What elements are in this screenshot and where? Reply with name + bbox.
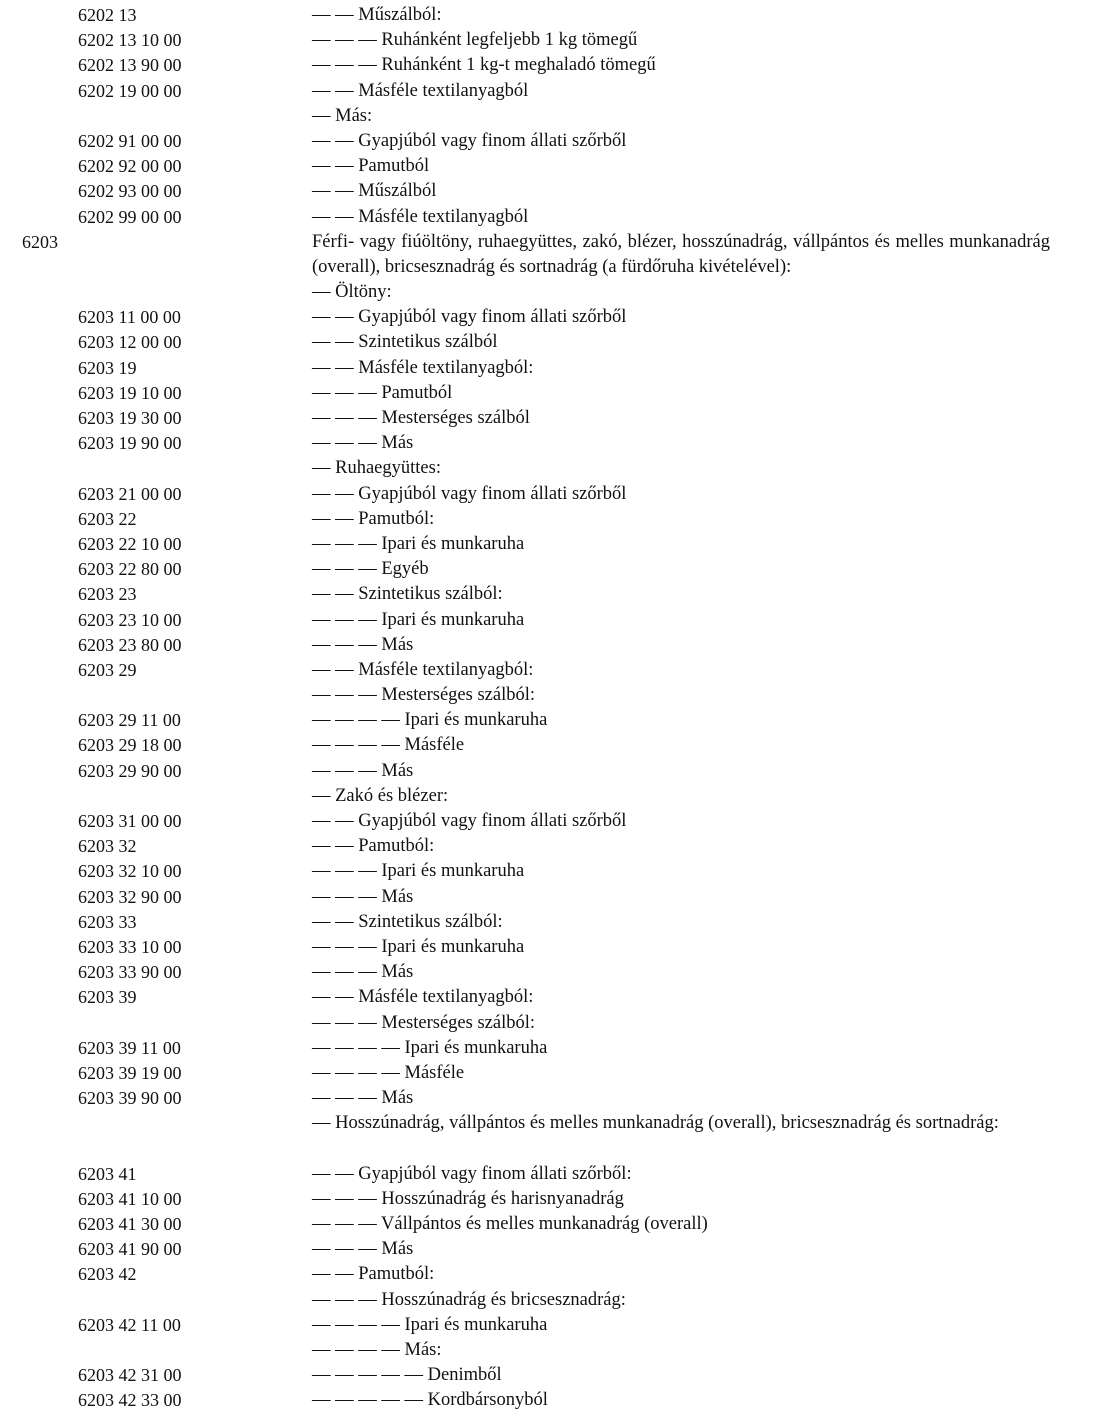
table-row [0,1011,1100,1036]
table-row [0,129,1100,154]
table-row [0,1111,1100,1161]
tariff-description: — — Pamutból: [312,1264,435,1285]
tariff-description: — — Gyapjúból vagy finom állati szőrből [312,307,627,328]
table-row [0,406,1100,431]
tariff-code: 6203 41 [78,1163,137,1184]
table-row [0,330,1100,355]
tariff-code: 6203 42 11 00 [78,1314,181,1335]
table-row [0,1338,1100,1363]
tariff-description: — — — Más [312,1088,414,1109]
tariff-description: — — — Pamutból [312,382,453,403]
tariff-description: — — Másféle textilanyagból: [312,987,534,1008]
tariff-code: 6203 [22,231,58,252]
tariff-code: 6202 13 [78,5,137,25]
tariff-code: 6203 29 [78,659,137,680]
tariff-code: 6202 99 00 00 [78,206,182,227]
tariff-code: 6203 42 [78,1264,137,1285]
table-row [0,582,1100,607]
table-row [0,1061,1100,1086]
tariff-description: — — — Más [312,760,414,781]
tariff-code: 6203 22 [78,508,137,529]
tariff-code: 6203 21 00 00 [78,483,182,504]
tariff-description: — — — Mesterséges szálból [312,408,530,429]
table-row [0,1162,1100,1187]
tariff-code: 6203 23 [78,584,137,605]
tariff-description: — — — Mesterséges szálból: [312,685,535,706]
tariff-description: — — — — Másféle [312,1062,465,1083]
tariff-description: — — Gyapjúból vagy finom állati szőrből [312,483,627,504]
tariff-code: 6203 31 00 00 [78,811,182,832]
table-row [0,1086,1100,1111]
tariff-description: — — — Más [312,962,414,983]
tariff-code: 6203 39 19 00 [78,1062,182,1083]
tariff-description: — — — — Ipari és munkaruha [312,710,548,731]
table-row [0,1313,1100,1338]
tariff-description: — — — Más [312,433,414,454]
tariff-description: — — Gyapjúból vagy finom állati szőrből: [312,1163,632,1184]
tariff-code: 6203 42 33 00 [78,1390,182,1411]
tariff-code: 6203 19 90 00 [78,433,182,454]
table-row [0,985,1100,1010]
tariff-description: — — Szintetikus szálból: [312,584,503,605]
tariff-code: 6203 23 10 00 [78,609,182,630]
table-row [0,356,1100,381]
table-row [0,1288,1100,1313]
tariff-description: — — Műszálból: [312,5,442,25]
tariff-list [0,3,1100,1414]
table-row [0,733,1100,758]
tariff-description: — — Pamutból: [312,508,435,529]
table-row [0,885,1100,910]
table-row [0,1212,1100,1237]
table-row [0,507,1100,532]
table-row [0,205,1100,230]
tariff-description: — — — Vállpántos és melles munkanadrág (overall) [312,1214,708,1235]
tariff-description: — — — Egyéb [312,559,429,580]
tariff-code: 6203 29 90 00 [78,760,182,781]
tariff-code: 6202 19 00 00 [78,80,182,101]
table-row [0,1036,1100,1061]
table-row [0,53,1100,78]
tariff-code: 6203 22 10 00 [78,533,182,554]
tariff-code: 6203 32 [78,836,137,857]
tariff-description: — — — Ruhánként 1 kg-t meghaladó tömegű [312,55,656,76]
table-row [0,1187,1100,1212]
tariff-description: — — — Más [312,634,414,655]
tariff-description: — — — — — Kordbársonyból [312,1390,548,1411]
table-row [0,960,1100,985]
tariff-description: — — — — Más: [312,1339,442,1360]
tariff-code: 6203 41 90 00 [78,1239,182,1260]
tariff-code: 6203 19 30 00 [78,408,182,429]
tariff-code: 6202 92 00 00 [78,156,182,177]
tariff-description: Férfi- vagy fiúöltöny, ruhaegyüttes, zakó, blézer, hosszúnadrág, vállpántos és melles munkanadrág (overall), bricsesznadrág és sortnadrág (a fürdőruha kivételével): [312,231,1050,277]
tariff-description: — — Gyapjúból vagy finom állati szőrből [312,130,627,151]
table-row [0,658,1100,683]
tariff-description: — — Gyapjúból vagy finom állati szőrből [312,811,627,832]
table-row [0,79,1100,104]
tariff-code: 6203 39 [78,987,137,1008]
table-row [0,1262,1100,1287]
table-row [0,381,1100,406]
table-row [0,834,1100,859]
table-row [0,3,1100,28]
table-row [0,683,1100,708]
tariff-description: — — Másféle textilanyagból: [312,357,534,378]
tariff-code: 6203 32 90 00 [78,886,182,907]
tariff-description: — — Másféle textilanyagból [312,206,529,227]
tariff-code: 6203 39 90 00 [78,1088,182,1109]
tariff-code: 6203 19 [78,357,137,378]
tariff-code: 6203 11 00 00 [78,307,181,328]
tariff-description: — Zakó és blézer: [312,785,449,806]
tariff-description: — — — — Ipari és munkaruha [312,1037,548,1058]
table-row [0,456,1100,481]
tariff-code: 6203 41 30 00 [78,1214,182,1235]
tariff-description: — — — Ipari és munkaruha [312,609,525,630]
tariff-code: 6203 22 80 00 [78,559,182,580]
table-row [0,633,1100,658]
tariff-description: — — Műszálból [312,181,437,202]
tariff-code: 6202 13 90 00 [78,55,182,76]
tariff-description: — — — Ipari és munkaruha [312,861,525,882]
tariff-description: — Ruhaegyüttes: [312,458,441,479]
table-row [0,305,1100,330]
table-row [0,608,1100,633]
tariff-code: 6203 41 10 00 [78,1188,182,1209]
table-row [0,557,1100,582]
table-row [0,482,1100,507]
table-row [0,154,1100,179]
tariff-description: — — Másféle textilanyagból: [312,659,534,680]
tariff-code: 6203 12 00 00 [78,332,182,353]
tariff-description: — — — Ipari és munkaruha [312,936,525,957]
tariff-description: — — Szintetikus szálból [312,332,498,353]
tariff-description: — Öltöny: [312,282,392,303]
table-row [0,1363,1100,1388]
table-row [0,532,1100,557]
tariff-description: — — — — Ipari és munkaruha [312,1314,548,1335]
table-row [0,859,1100,884]
tariff-description: — — — Más [312,1239,414,1260]
tariff-code: 6203 39 11 00 [78,1037,181,1058]
tariff-code: 6203 42 31 00 [78,1365,182,1386]
tariff-description: — — — Mesterséges szálból: [312,1012,535,1033]
heading-row [0,230,1100,280]
tariff-description: — — — — Másféle [312,735,465,756]
tariff-code: 6202 93 00 00 [78,181,182,202]
tariff-description: — — — Ruhánként legfeljebb 1 kg tömegű [312,30,638,51]
table-row [0,784,1100,809]
tariff-description: — — — Hosszúnadrág és bricsesznadrág: [312,1289,626,1310]
tariff-description: — Hosszúnadrág, vállpántos és melles munkanadrág (overall), bricsesznadrág és sortnadrág: [312,1113,999,1134]
tariff-code: 6203 33 90 00 [78,962,182,983]
table-row [0,935,1100,960]
table-row [0,708,1100,733]
table-row [0,759,1100,784]
table-row [0,431,1100,456]
table-row [0,280,1100,305]
tariff-code: 6202 91 00 00 [78,130,182,151]
tariff-code: 6202 13 10 00 [78,30,182,51]
tariff-description: — — Pamutból [312,156,430,177]
tariff-code: 6203 19 10 00 [78,382,182,403]
tariff-description: — — Másféle textilanyagból [312,80,529,101]
tariff-description: — — Pamutból: [312,836,435,857]
table-row [0,28,1100,53]
tariff-description: — Más: [312,105,373,126]
table-row [0,910,1100,935]
tariff-description: — — — Ipari és munkaruha [312,533,525,554]
tariff-description: — — — Más [312,886,414,907]
tariff-code: 6203 23 80 00 [78,634,182,655]
table-row [0,809,1100,834]
tariff-code: 6203 29 18 00 [78,735,182,756]
table-row [0,179,1100,204]
tariff-description: — — — Hosszúnadrág és harisnyanadrág [312,1188,624,1209]
tariff-description: — — Szintetikus szálból: [312,911,503,932]
table-row [0,1237,1100,1262]
table-row [0,1388,1100,1413]
tariff-code: 6203 33 [78,911,137,932]
table-row [0,104,1100,129]
tariff-code: 6203 33 10 00 [78,936,182,957]
tariff-code: 6203 29 11 00 [78,710,181,731]
tariff-description: — — — — — Denimből [312,1365,502,1386]
tariff-code: 6203 32 10 00 [78,861,182,882]
